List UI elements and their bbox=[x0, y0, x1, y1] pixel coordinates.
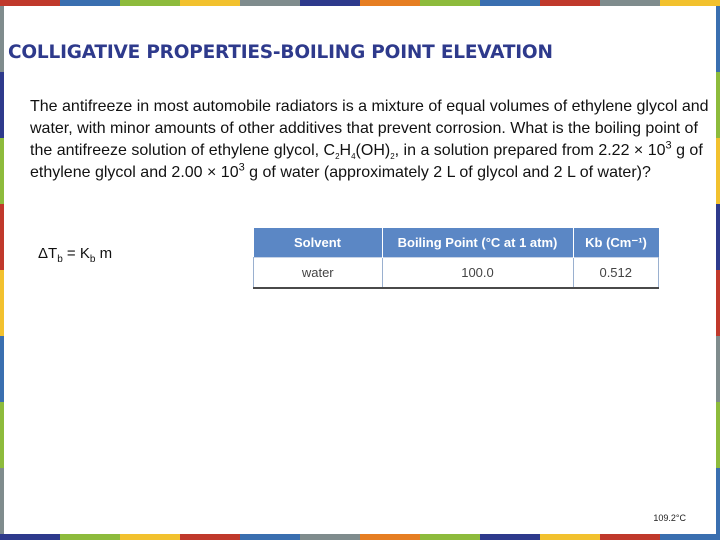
solvent-table bbox=[253, 228, 659, 289]
left-color-border bbox=[0, 6, 4, 534]
bottom-color-border bbox=[0, 534, 720, 540]
cell-boiling-point: 100.0 bbox=[382, 258, 573, 289]
subscript-c2: 2 bbox=[335, 152, 340, 162]
header-solvent: Solvent bbox=[254, 228, 383, 258]
question-text bbox=[30, 96, 710, 184]
header-kb: Kb (Cm⁻¹) bbox=[573, 228, 659, 258]
question-oh: (OH) bbox=[355, 142, 391, 159]
exponent-water: 3 bbox=[238, 161, 245, 174]
slide-title: COLLIGATIVE PROPERTIES-BOILING POINT ELEVATION bbox=[8, 42, 553, 63]
question-part-3: g of ethylene glycol and 2.00 × 10 bbox=[30, 142, 703, 181]
right-color-border bbox=[716, 6, 720, 534]
question-part-2: , in a solution prepared from 2.22 × 10 bbox=[394, 142, 666, 159]
table-row bbox=[254, 258, 659, 289]
subscript-oh2: 2 bbox=[390, 152, 395, 162]
subscript-h4: 4 bbox=[351, 152, 356, 162]
formula-m: m bbox=[95, 245, 113, 262]
formula-sub-b: b bbox=[57, 254, 63, 265]
formula-equals-k: = K bbox=[62, 245, 90, 262]
header-boiling-point: Boiling Point (°C at 1 atm) bbox=[382, 228, 573, 258]
table-header-row bbox=[254, 228, 659, 258]
formula-delta-t: ΔT bbox=[38, 245, 58, 262]
answer-text: 109.2°C bbox=[653, 513, 686, 523]
cell-solvent: water bbox=[254, 258, 383, 289]
boiling-point-formula bbox=[38, 245, 112, 265]
question-part-1: The antifreeze in most automobile radiators is a mixture of equal volumes of ethylene glycol and water, with minor amounts of other additives that prevent corrosion. What is the boiling point of the antifreeze solution of ethylene glycol, C bbox=[30, 98, 709, 159]
formula-k-sub-b: b bbox=[89, 254, 96, 265]
question-h: H bbox=[339, 142, 352, 159]
cell-kb: 0.512 bbox=[573, 258, 659, 289]
exponent-glycol: 3 bbox=[665, 139, 672, 152]
question-part-4: g of water (approximately 2 L of glycol and 2 L of water)? bbox=[244, 164, 651, 181]
top-color-border bbox=[0, 0, 720, 6]
